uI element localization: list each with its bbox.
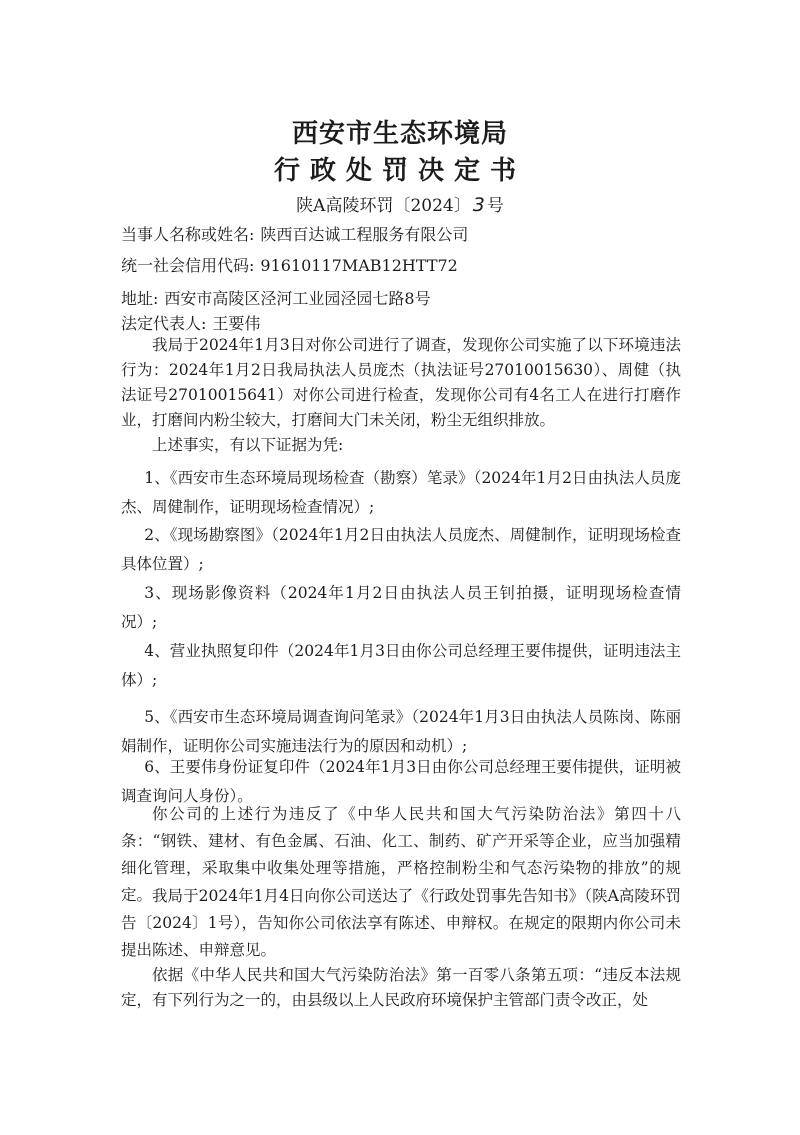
document-number-handwritten: 3 <box>472 194 485 216</box>
credit-code-row <box>121 253 458 276</box>
credit-code-label: 统一社会信用代码: <box>121 256 255 275</box>
document-number-suffix: 号 <box>486 196 504 216</box>
document-type-title: 行政处罚决定书 <box>273 156 526 186</box>
party-name-label: 当事人名称或姓名: <box>121 225 255 244</box>
legal-representative-value: 王要伟 <box>212 314 261 333</box>
evidence-item: 5、《西安市生态环境局调查询问笔录》（2024年1月3日由执法人员陈岗、陈丽娟制作，证明你公司实施违法行为的原因和动机）; <box>121 708 681 755</box>
legal-basis-paragraph: 你公司的上述行为违反了《中华人民共和国大气污染防治法》第四十八条：“钢铁、建材、有色金属、石油、化工、制药、矿产开采等企业，应当加强精细化管理，采取集中收集处理等措施，严格控制粉尘和气态污染物的排放”的规定。 <box>121 805 681 904</box>
violation-paragraph: 我局于2024年1月3日对你公司进行了调查，发现你公司实施了以下环境违法行为：2024年1月2日我局执法人员庞杰（执法证号27010015630）、周健（执法证号27010015641）对你公司进行检查，发现你公司有4名工人在进行打磨作业，打磨间内粉尘较大，打磨间大门未关闭，粉尘无组织排放。 <box>121 336 681 429</box>
party-name-row <box>121 222 468 245</box>
credit-code-value: 91610117MAB12HTT72 <box>260 256 458 275</box>
evidence-intro: 上述事实，有以下证据为凭: <box>152 436 344 454</box>
penalty-basis-paragraph: 依据《中华人民共和国大气污染防治法》第一百零八条第五项：“违反本法规定，有下列行为之一的，由县级以上人民政府环境保护主管部门责令改正，处 <box>121 966 681 1009</box>
legal-representative-label: 法定代表人: <box>121 314 207 333</box>
evidence-item: 2、《现场勘察图》（2024年1月2日由执法人员庞杰、周健制作，证明现场检查具体位置）; <box>121 526 681 573</box>
document-number-prefix: 陕A高陵环罚〔2024〕 <box>296 196 471 216</box>
address-row <box>121 286 431 309</box>
legal-representative-row <box>121 311 260 334</box>
evidence-item: 6、王要伟身份证复印件（2024年1月3日由你公司总经理王要伟提供，证明被调查询问人身份）。 <box>121 758 681 805</box>
document-number <box>0 191 800 216</box>
evidence-item: 1、《西安市生态环境局现场检查（勘察）笔录》（2024年1月2日由执法人员庞杰、周健制作，证明现场检查情况）; <box>121 469 681 516</box>
address-value: 西安市高陵区泾河工业园泾园七路8号 <box>164 289 431 308</box>
notice-paragraph: 我局于2024年1月4日向你公司送达了《行政处罚事先告知书》（陕A高陵环罚告〔2024〕1号），告知你公司依法享有陈述、申辩权。在规定的限期内你公司未提出陈述、申辩意见。 <box>121 887 681 959</box>
issuing-authority-title: 西安市生态环境局 <box>291 119 508 149</box>
evidence-item: 4、营业执照复印件（2024年1月3日由你公司总经理王要伟提供，证明违法主体）; <box>121 642 681 689</box>
party-name-value: 陕西百达诚工程服务有限公司 <box>260 225 469 244</box>
evidence-item: 3、现场影像资料（2024年1月2日由执法人员王钊拍摄，证明现场检查情况）; <box>121 584 681 631</box>
address-label: 地址: <box>121 289 159 308</box>
